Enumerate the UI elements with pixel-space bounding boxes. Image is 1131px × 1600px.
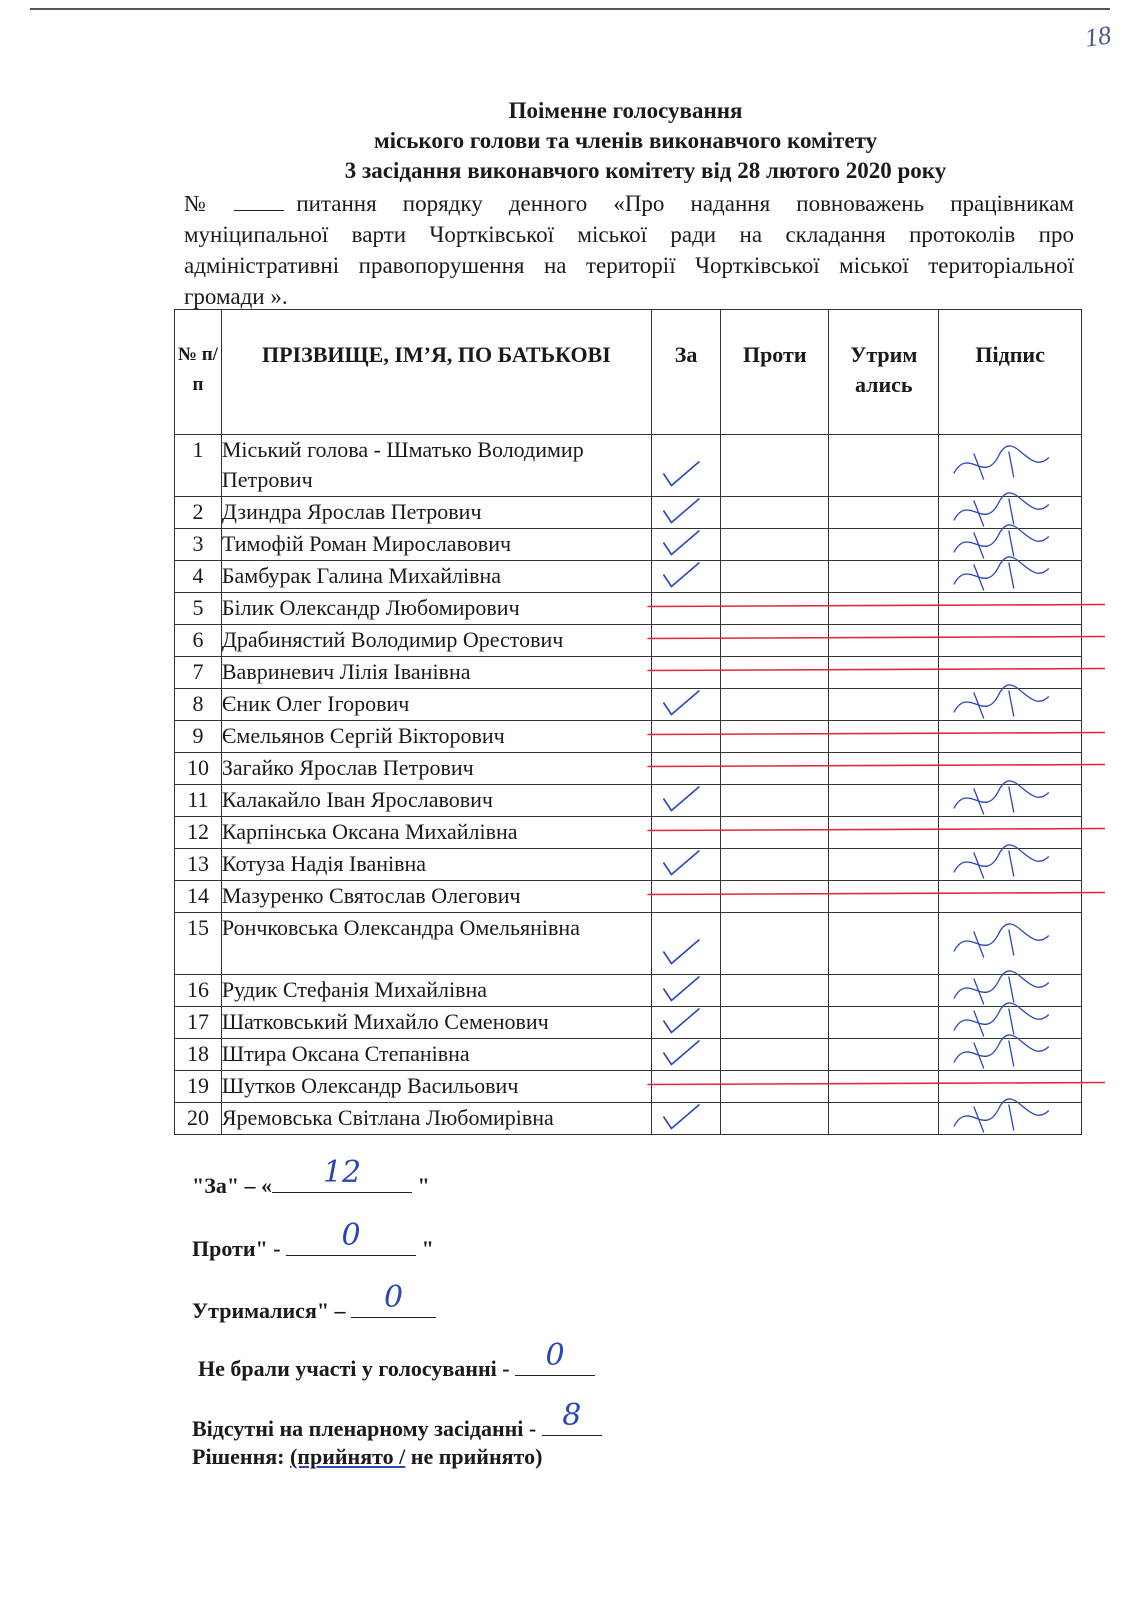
row-abstained-cell <box>829 593 939 625</box>
row-for-cell <box>651 1071 720 1103</box>
row-abstained-cell <box>829 1039 939 1071</box>
header-signature: Підпис <box>939 310 1082 435</box>
row-number: 9 <box>175 721 222 753</box>
row-abstained-cell <box>829 625 939 657</box>
row-signature-cell <box>939 1071 1082 1103</box>
row-number: 2 <box>175 497 222 529</box>
row-abstained-cell <box>829 561 939 593</box>
row-abstained-cell <box>829 753 939 785</box>
row-signature-cell <box>939 785 1082 817</box>
row-number: 7 <box>175 657 222 689</box>
row-against-cell <box>721 689 829 721</box>
table-row <box>175 913 1082 975</box>
agenda-paragraph <box>184 188 1074 312</box>
summary-absent: Відсутні на пленарному засіданні - 8 <box>192 1415 602 1442</box>
row-for-cell <box>651 721 720 753</box>
row-name: Калакайло Іван Ярославович <box>221 785 651 817</box>
row-against-cell <box>721 1103 829 1135</box>
row-for-cell <box>651 497 720 529</box>
row-for-cell <box>651 1103 720 1135</box>
row-signature-cell <box>939 593 1082 625</box>
row-for-cell <box>651 529 720 561</box>
row-name: Шутков Олександр Васильович <box>221 1071 651 1103</box>
title-line-3: 3 засідання виконавчого комітету від 28 лютого 2020 року <box>344 158 947 183</box>
row-abstained-cell <box>829 721 939 753</box>
decision-not-adopted: не прийнято) <box>410 1444 543 1469</box>
row-signature-cell <box>939 1103 1082 1135</box>
row-against-cell <box>721 817 829 849</box>
row-abstained-cell <box>829 529 939 561</box>
table-row <box>175 593 1082 625</box>
header-abstained: Утрим ались <box>829 310 939 435</box>
row-for-cell <box>651 881 720 913</box>
row-abstained-cell <box>829 881 939 913</box>
row-abstained-cell <box>829 657 939 689</box>
row-signature-cell <box>939 975 1082 1007</box>
row-against-cell <box>721 881 829 913</box>
row-against-cell <box>721 529 829 561</box>
table-row <box>175 881 1082 913</box>
summary-against-value: 0 <box>341 1218 361 1253</box>
row-against-cell <box>721 975 829 1007</box>
row-number: 1 <box>175 435 222 497</box>
row-signature-cell <box>939 817 1082 849</box>
table-row <box>175 497 1082 529</box>
table-row <box>175 435 1082 497</box>
row-against-cell <box>721 913 829 975</box>
table-row <box>175 849 1082 881</box>
row-abstained-cell <box>829 1103 939 1135</box>
table-row <box>175 561 1082 593</box>
agenda-text: питання порядку денного «Про надання повноважень працівникам муніципальної варти Чортківської міської ради на складання протоколів про адміністративні правопорушення на території Чортківської міської територіальної громади ». <box>184 191 1074 309</box>
row-against-cell <box>721 593 829 625</box>
row-for-cell <box>651 625 720 657</box>
table-row <box>175 1007 1082 1039</box>
agenda-number-blank <box>234 192 284 211</box>
vote-table <box>174 309 1082 1135</box>
row-signature-cell <box>939 529 1082 561</box>
row-abstained-cell <box>829 785 939 817</box>
row-signature-cell <box>939 689 1082 721</box>
row-name: Бамбурак Галина Михайлівна <box>221 561 651 593</box>
row-number: 20 <box>175 1103 222 1135</box>
row-for-cell <box>651 913 720 975</box>
page-number-handwritten: 18 <box>1083 20 1113 53</box>
row-name: Єник Олег Ігорович <box>221 689 651 721</box>
title-line-2: міського голови та членів виконавчого комітету <box>373 128 878 153</box>
row-for-cell <box>651 785 720 817</box>
table-row <box>175 753 1082 785</box>
header-for: За <box>651 310 720 435</box>
row-against-cell <box>721 721 829 753</box>
row-abstained-cell <box>829 435 939 497</box>
agenda-number-sign: № <box>184 191 227 216</box>
row-number: 14 <box>175 881 222 913</box>
summary-for-value: 12 <box>322 1155 362 1190</box>
table-row <box>175 721 1082 753</box>
row-against-cell <box>721 1071 829 1103</box>
row-signature-cell <box>939 657 1082 689</box>
row-name: Мазуренко Святослав Олегович <box>221 881 651 913</box>
row-signature-cell <box>939 881 1082 913</box>
row-number: 15 <box>175 913 222 975</box>
table-row <box>175 1103 1082 1135</box>
row-name: Вавриневич Лілія Іванівна <box>221 657 651 689</box>
row-number: 11 <box>175 785 222 817</box>
row-name: Штира Оксана Степанівна <box>221 1039 651 1071</box>
row-number: 16 <box>175 975 222 1007</box>
row-signature-cell <box>939 721 1082 753</box>
row-for-cell <box>651 689 720 721</box>
row-against-cell <box>721 849 829 881</box>
table-row <box>175 785 1082 817</box>
row-abstained-cell <box>829 913 939 975</box>
table-row <box>175 817 1082 849</box>
row-name: Ємельянов Сергій Вікторович <box>221 721 651 753</box>
row-abstained-cell <box>829 1007 939 1039</box>
summary-abstained: Утрималися" – 0 <box>192 1297 436 1324</box>
row-number: 17 <box>175 1007 222 1039</box>
row-abstained-cell <box>829 817 939 849</box>
row-for-cell <box>651 817 720 849</box>
row-number: 6 <box>175 625 222 657</box>
table-row <box>175 689 1082 721</box>
row-against-cell <box>721 1039 829 1071</box>
row-name: Тимофій Роман Мирославович <box>221 529 651 561</box>
row-against-cell <box>721 625 829 657</box>
summary-not-voted-value: 0 <box>545 1338 565 1373</box>
row-abstained-cell <box>829 1071 939 1103</box>
row-against-cell <box>721 497 829 529</box>
table-row <box>175 529 1082 561</box>
table-row <box>175 657 1082 689</box>
row-against-cell <box>721 435 829 497</box>
row-abstained-cell <box>829 849 939 881</box>
row-name: Дзиндра Ярослав Петрович <box>221 497 651 529</box>
row-for-cell <box>651 593 720 625</box>
header-number: № п/ п <box>175 310 222 435</box>
header-against: Проти <box>721 310 829 435</box>
row-for-cell <box>651 1039 720 1071</box>
row-name: Міський голова - Шматько Володимир Петрович <box>221 435 651 497</box>
row-for-cell <box>651 753 720 785</box>
summary-not-voted: Не брали участі у голосуванні - 0 <box>198 1355 595 1382</box>
page-top-edge <box>30 8 1110 10</box>
row-signature-cell <box>939 1007 1082 1039</box>
table-row <box>175 625 1082 657</box>
summary-for: "За" – « 12 " <box>192 1155 430 1198</box>
row-for-cell <box>651 435 720 497</box>
row-for-cell <box>651 561 720 593</box>
row-for-cell <box>651 975 720 1007</box>
row-abstained-cell <box>829 689 939 721</box>
row-name: Рончковська Олександра Омельянівна <box>221 913 651 975</box>
row-abstained-cell <box>829 497 939 529</box>
header-name: ПРІЗВИЩЕ, ІМ’Я, ПО БАТЬКОВІ <box>221 310 651 435</box>
row-number: 19 <box>175 1071 222 1103</box>
row-against-cell <box>721 753 829 785</box>
row-name: Яремовська Світлана Любомирівна <box>221 1103 651 1135</box>
row-number: 12 <box>175 817 222 849</box>
row-name: Рудик Стефанія Михайлівна <box>221 975 651 1007</box>
row-number: 10 <box>175 753 222 785</box>
row-name: Шатковський Михайло Семенович <box>221 1007 651 1039</box>
table-header-row <box>175 310 1082 435</box>
row-signature-cell <box>939 435 1082 497</box>
row-name: Карпінська Оксана Михайлівна <box>221 817 651 849</box>
row-against-cell <box>721 561 829 593</box>
summary-decision: Рішення: (прийнято / не прийнято) <box>192 1444 543 1469</box>
row-signature-cell <box>939 561 1082 593</box>
row-number: 8 <box>175 689 222 721</box>
row-against-cell <box>721 657 829 689</box>
table-row <box>175 975 1082 1007</box>
row-name: Загайко Ярослав Петрович <box>221 753 651 785</box>
row-against-cell <box>721 1007 829 1039</box>
row-number: 18 <box>175 1039 222 1071</box>
row-name: Білик Олександр Любомирович <box>221 593 651 625</box>
row-number: 5 <box>175 593 222 625</box>
row-against-cell <box>721 785 829 817</box>
title-line-1: Поіменне голосування <box>508 98 743 123</box>
table-row <box>175 1039 1082 1071</box>
row-signature-cell <box>939 625 1082 657</box>
row-for-cell <box>651 657 720 689</box>
decision-adopted: (прийнято / <box>289 1444 406 1469</box>
row-abstained-cell <box>829 975 939 1007</box>
summary-abstained-value: 0 <box>384 1280 404 1315</box>
row-signature-cell <box>939 753 1082 785</box>
row-for-cell <box>651 1007 720 1039</box>
summary-against: Проти" - 0 " <box>192 1218 434 1261</box>
row-number: 3 <box>175 529 222 561</box>
row-signature-cell <box>939 913 1082 975</box>
row-name: Драбинястий Володимир Орестович <box>221 625 651 657</box>
row-signature-cell <box>939 1039 1082 1071</box>
row-signature-cell <box>939 849 1082 881</box>
summary-absent-value: 8 <box>562 1398 582 1433</box>
row-name: Котуза Надія Іванівна <box>221 849 651 881</box>
table-row <box>175 1071 1082 1103</box>
row-for-cell <box>651 849 720 881</box>
row-number: 13 <box>175 849 222 881</box>
row-number: 4 <box>175 561 222 593</box>
row-signature-cell <box>939 497 1082 529</box>
